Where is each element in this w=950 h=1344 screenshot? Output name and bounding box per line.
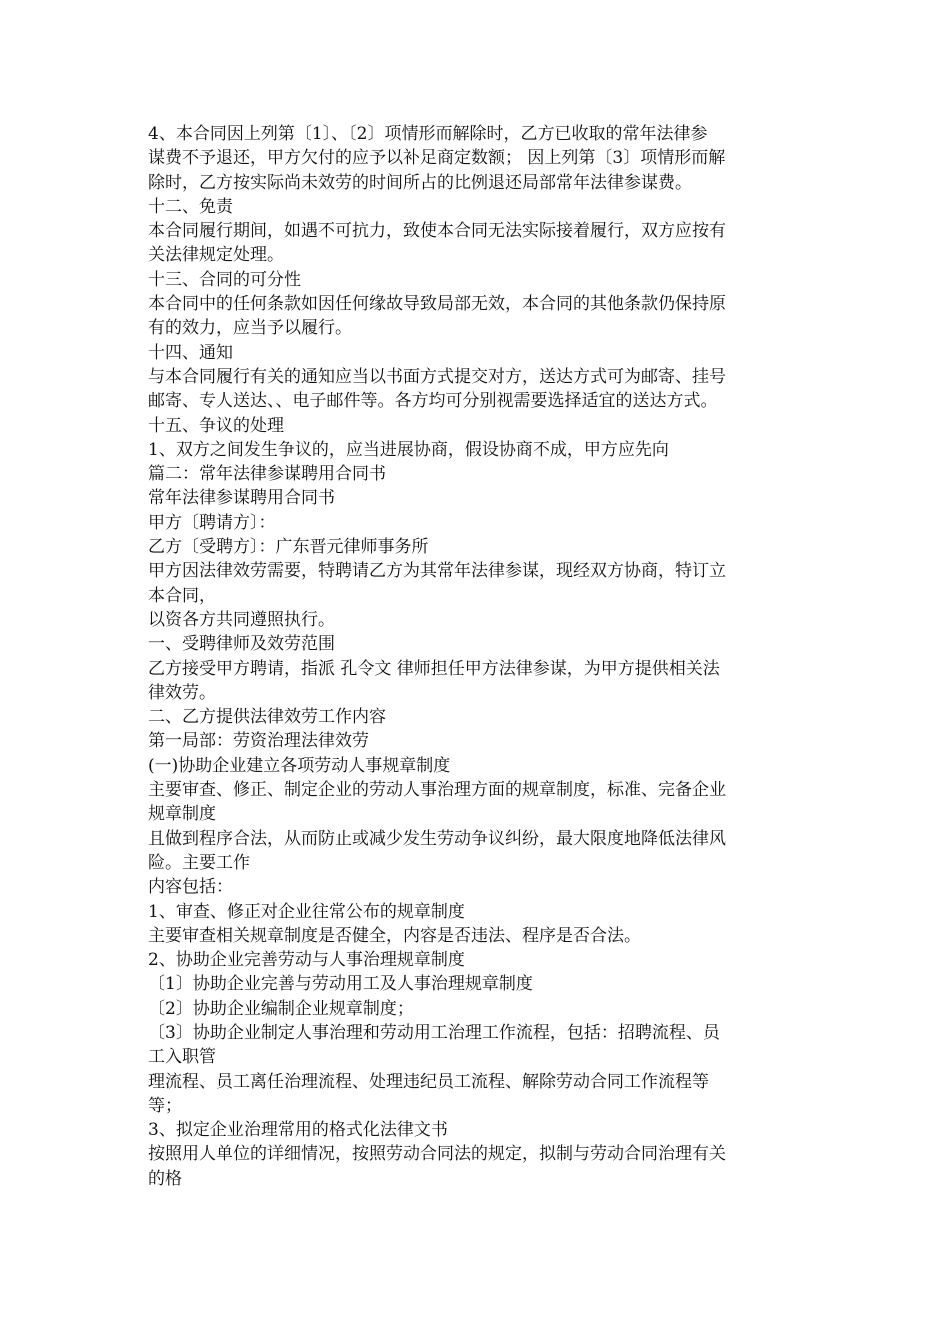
text-line: 的格 bbox=[148, 1168, 182, 1189]
subsection-heading: 第一局部：劳资治理法律效劳 bbox=[148, 731, 369, 752]
text-line: 主要审查相关规章制度是否健全，内容是否违法、程序是否合法。 bbox=[148, 925, 641, 946]
text-line: 按照用人单位的详细情况，按照劳动合同法的规定，拟制与劳动合同治理有关 bbox=[148, 1144, 726, 1165]
section-heading: 二、乙方提供法律效劳工作内容 bbox=[148, 707, 386, 728]
section-heading: 十二、免责 bbox=[148, 196, 233, 217]
text-line: 有的效力，应当予以履行。 bbox=[148, 318, 352, 339]
text-line: 规章制度 bbox=[148, 804, 216, 825]
section-heading: 十五、争议的处理 bbox=[148, 415, 284, 436]
text-line: 本合同， bbox=[148, 585, 216, 606]
text-line: 理流程、员工离任治理流程、处理违纪员工流程、解除劳动合同工作流程等 bbox=[148, 1071, 709, 1092]
text-line: 1、双方之间发生争议的，应当进展协商，假设协商不成，甲方应先向 bbox=[148, 439, 669, 460]
text-line: 除时，乙方按实际尚未效劳的时间所占的比例退还局部常年法律参谋费。 bbox=[148, 172, 692, 193]
text-line: 4、本合同因上列第〔1〕、〔2〕项情形而解除时，乙方已收取的常年法律参 bbox=[148, 124, 708, 144]
text-line: 以资各方共同遵照执行。 bbox=[148, 609, 335, 630]
text-line: 且做到程序合法，从而防止或减少发生劳动争议纠纷，最大限度地降低法律风 bbox=[148, 828, 726, 849]
text-line: 主要审查、修正、制定企业的劳动人事治理方面的规章制度，标准、完备企业 bbox=[148, 780, 726, 801]
text-line: 本合同中的任何条款如因任何缘故导致局部无效，本合同的其他条款仍保持原 bbox=[148, 294, 726, 315]
chapter-heading: 篇二：常年法律参谋聘用合同书 bbox=[148, 464, 386, 485]
subsection-heading: (一)协助企业建立各项劳动人事规章制度 bbox=[148, 755, 451, 776]
text-line: 甲方因法律效劳需要，特聘请乙方为其常年法律参谋，现经双方协商，特订立 bbox=[148, 561, 726, 582]
list-item: 〔3〕协助企业制定人事治理和劳动用工治理工作流程，包括：招聘流程、员 bbox=[148, 1022, 720, 1043]
text-line: 内容包括： bbox=[148, 877, 233, 898]
text-line: 险。主要工作 bbox=[148, 852, 250, 873]
text-line: 本合同履行期间，如遇不可抗力，致使本合同无法实际接着履行，双方应按有 bbox=[148, 221, 726, 242]
party-a-line: 甲方〔聘请方〕： bbox=[148, 512, 276, 533]
section-heading: 十三、合同的可分性 bbox=[148, 269, 301, 290]
text-line: 邮寄、专人送达、、电子邮件等。各方均可分别视需要选择适宜的送达方式。 bbox=[148, 391, 718, 412]
section-heading: 十四、通知 bbox=[148, 342, 233, 363]
text-line: 谋费不予退还，甲方欠付的应予以补足商定数额； 因上列第〔3〕项情形而解 bbox=[148, 148, 726, 169]
text-line: 等； bbox=[148, 1095, 182, 1116]
list-item: 1、审查、修正对企业往常公布的规章制度 bbox=[148, 901, 465, 922]
list-item: 〔2〕协助企业编制企业规章制度； bbox=[148, 998, 414, 1019]
text-line: 与本合同履行有关的通知应当以书面方式提交对方，送达方式可为邮寄、挂号 bbox=[148, 366, 726, 387]
list-item: 2、协助企业完善劳动与人事治理规章制度 bbox=[148, 950, 465, 971]
list-item: 〔1〕协助企业完善与劳动用工及人事治理规章制度 bbox=[148, 974, 533, 995]
text-line: 乙方接受甲方聘请，指派 孔令文 律师担任甲方法律参谋，为甲方提供相关法 bbox=[148, 658, 720, 679]
text-line: 律效劳。 bbox=[148, 682, 216, 703]
text-line: 工入职管 bbox=[148, 1047, 216, 1068]
document-page bbox=[148, 122, 808, 1191]
text-line: 关法律规定处理。 bbox=[148, 245, 284, 266]
party-b-line: 乙方〔受聘方〕：广东晋元律师事务所 bbox=[148, 537, 429, 558]
contract-title: 常年法律参谋聘用合同书 bbox=[148, 488, 335, 509]
list-item: 3、拟定企业治理常用的格式化法律文书 bbox=[148, 1120, 448, 1141]
section-heading: 一、受聘律师及效劳范围 bbox=[148, 634, 335, 655]
